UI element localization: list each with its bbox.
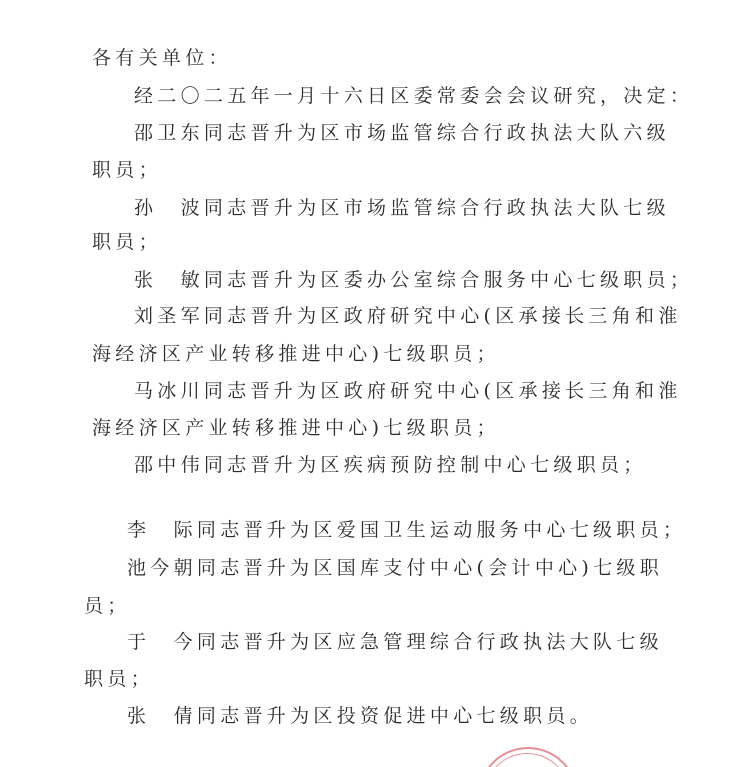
appointment-line: 马冰川同志晋升为区政府研究中心(区承接长三角和淮 <box>134 380 682 402</box>
appointment-line: 李 际同志晋升为区爱国卫生运动服务中心七级职员； <box>127 519 687 541</box>
appointment-line: 孙 波同志晋升为区市场监管综合行政执法大队七级 <box>134 197 670 219</box>
appointment-line-continued: 职员； <box>92 159 162 181</box>
appointment-line: 邵中伟同志晋升为区疾病预防控制中心七级职员； <box>134 454 647 476</box>
appointment-line: 张 倩同志晋升为区投资促进中心七级职员。 <box>127 705 594 727</box>
salutation: 各有关单位： <box>92 47 232 69</box>
appointment-line-continued: 海经济区产业转移推进中心)七级职员； <box>92 417 500 439</box>
appointment-line-continued: 员； <box>84 595 131 617</box>
appointment-line: 于 今同志晋升为区应急管理综合行政执法大队七级 <box>127 631 663 653</box>
appointment-line: 邵卫东同志晋升为区市场监管综合行政执法大队六级 <box>134 122 670 144</box>
appointment-line-continued: 海经济区产业转移推进中心)七级职员； <box>92 343 500 365</box>
appointment-line-continued: 职员； <box>84 668 154 690</box>
decision-intro: 经二〇二五年一月十六日区委常委会会议研究，决定： <box>134 85 694 107</box>
appointment-line: 池今朝同志晋升为区国库支付中心(会计中心)七级职 <box>127 557 664 579</box>
appointment-line: 张 敏同志晋升为区委办公室综合服务中心七级职员； <box>134 269 694 291</box>
appointment-line: 刘圣军同志晋升为区政府研究中心(区承接长三角和淮 <box>134 305 682 327</box>
official-seal <box>478 747 578 767</box>
appointment-line-continued: 职员； <box>92 231 162 253</box>
